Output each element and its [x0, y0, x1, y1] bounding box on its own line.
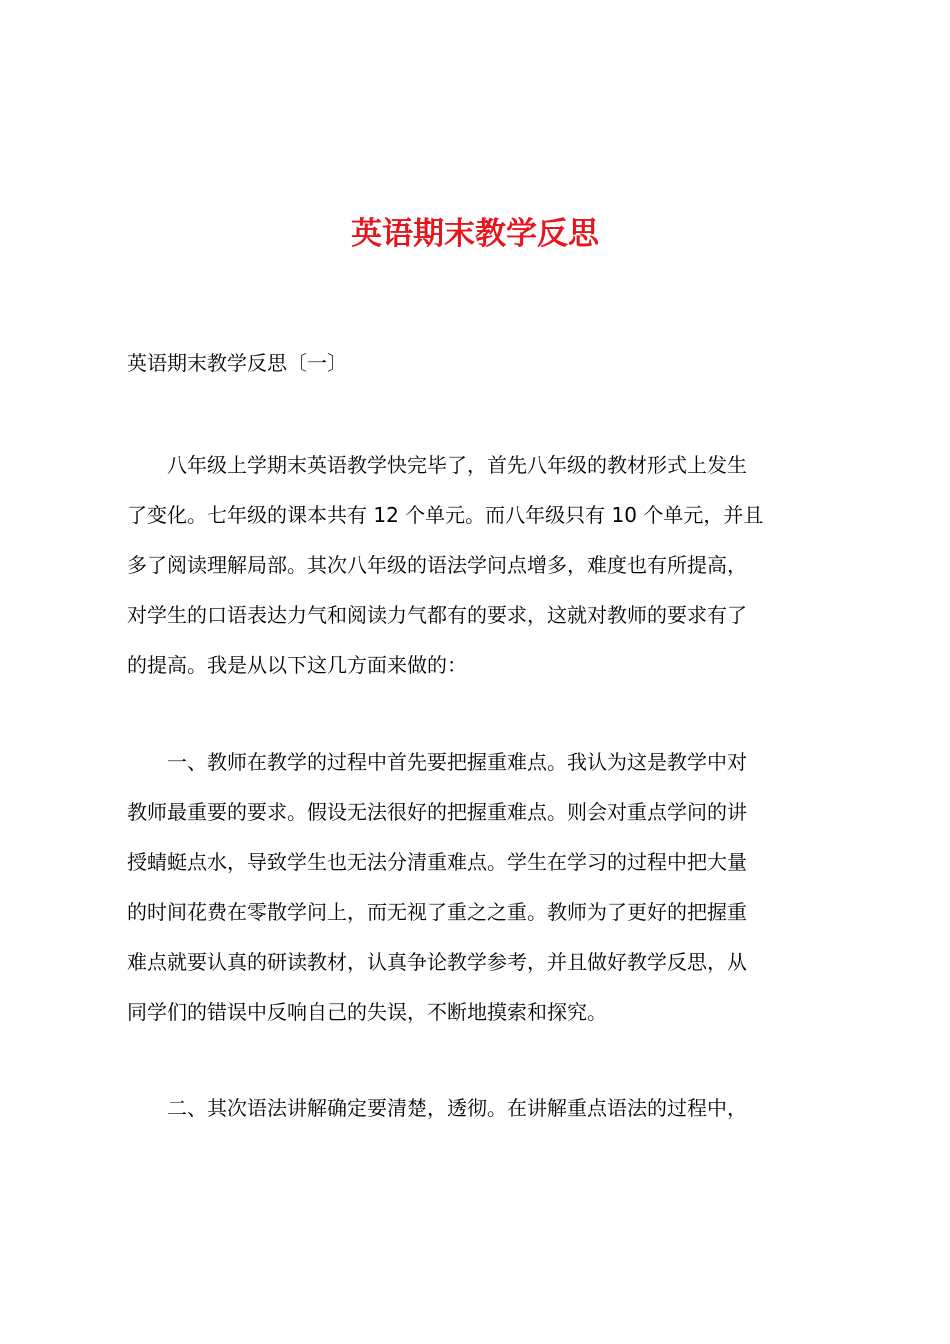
- paragraph-line: 了变化。七年级的课本共有 12 个单元。而八年级只有 10 个单元，并且: [127, 503, 764, 527]
- paragraph-line: 对学生的口语表达力气和阅读力气都有的要求，这就对教师的要求有了: [127, 603, 747, 627]
- paragraph-line: 的提高。我是从以下这几方面来做的：: [127, 653, 467, 677]
- paragraph-3: [127, 1083, 833, 1133]
- paragraph-line: 多了阅读理解局部。其次八年级的语法学问点增多，难度也有所提高，: [127, 553, 747, 577]
- paragraph-line: 难点就要认真的研读教材，认真争论教学参考，并且做好教学反思，从: [127, 950, 747, 974]
- paragraph-line: 的时间花费在零散学问上，而无视了重之之重。教师为了更好的把握重: [127, 900, 747, 924]
- paragraph-1: [127, 440, 833, 690]
- paragraph-line: 八年级上学期末英语教学快完毕了，首先八年级的教材形式上发生: [127, 453, 747, 477]
- paragraph-line: 一、教师在教学的过程中首先要把握重难点。我认为这是教学中对: [127, 750, 747, 774]
- section-heading: 英语期末教学反思〔一〕: [127, 351, 347, 375]
- paragraph-line: 二、其次语法讲解确定要清楚，透彻。在讲解重点语法的过程中，: [127, 1096, 747, 1120]
- document-title: 英语期末教学反思: [351, 216, 599, 252]
- paragraph-2: [127, 737, 833, 1037]
- paragraph-line: 授蜻蜓点水，导致学生也无法分清重难点。学生在学习的过程中把大量: [127, 850, 747, 874]
- paragraph-line: 教师最重要的要求。假设无法很好的把握重难点。则会对重点学问的讲: [127, 800, 747, 824]
- paragraph-line: 同学们的错误中反响自己的失误，不断地摸索和探究。: [127, 1000, 607, 1024]
